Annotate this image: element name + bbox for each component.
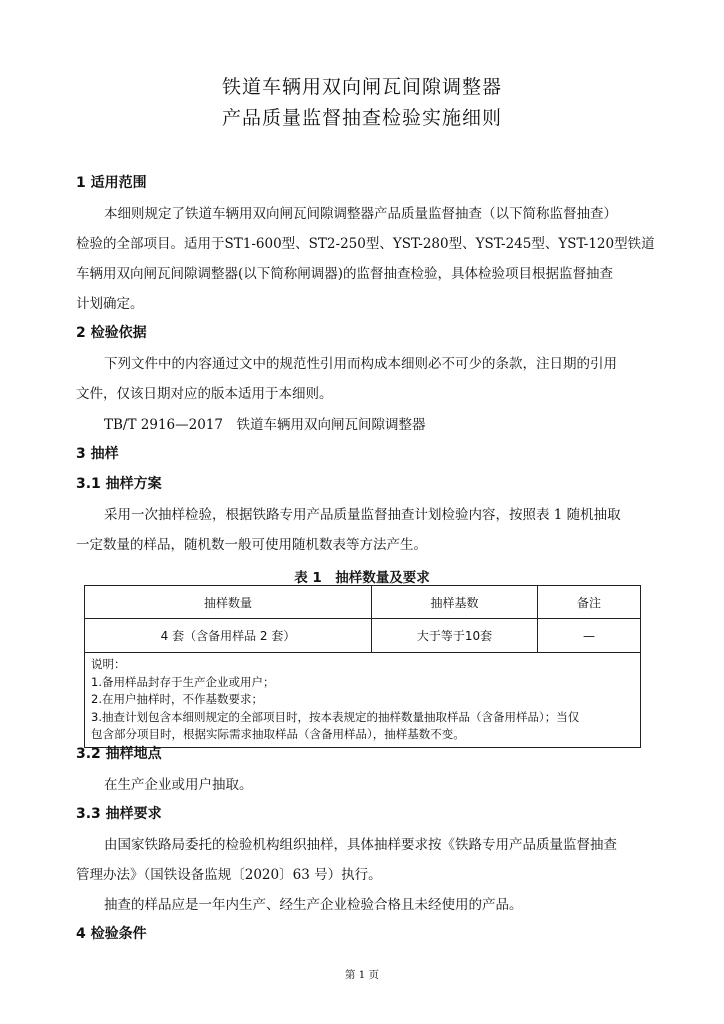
table-note-line: 1.备用样品封存于生产企业或用户； [91, 674, 275, 689]
section-2-text-line: 文件，仅该日期对应的版本适用于本细则。 [76, 386, 333, 402]
section-2-heading: 2 检验依据 [76, 325, 147, 341]
section-3-2-text: 在生产企业或用户抽取。 [104, 777, 253, 793]
page-number: 第 1 页 [344, 969, 380, 981]
section-3-3-heading: 3.3 抽样要求 [76, 806, 162, 822]
section-3-1-text-line: 一定数量的样品，随机数一般可使用随机数表等方法产生。 [76, 537, 427, 553]
table-caption: 表 1 抽样数量及要求 [294, 570, 430, 586]
section-4-heading: 4 检验条件 [76, 926, 147, 942]
section-1-text-line: 检验的全部项目。适用于ST1-600型、ST2-250型、YST-280型、YST-245型、YST-120型铁道 [76, 236, 655, 252]
table-header-cell: 抽样数量 [85, 586, 372, 619]
table-header-row [85, 586, 641, 619]
section-1-text-line: 车辆用双向闸瓦间隙调整器(以下简称闸调器)的监督抽查检验，具体检验项目根据监督抽查 [76, 266, 614, 282]
table-header-cell: 备注 [538, 586, 641, 619]
table-note-line: 包含部分项目时，根据实际需求抽取样品（含备用样品），抽样基数不变。 [91, 727, 465, 741]
section-3-1-text-line: 采用一次抽样检验，根据铁路专用产品质量监督抽查计划检验内容，按照表 1 随机抽取 [104, 507, 621, 523]
section-3-3-text-line: 管理办法》（国铁设备监规〔2020〕63 号）执行。 [76, 867, 382, 883]
table-row [85, 619, 641, 653]
section-3-heading: 3 抽样 [76, 446, 119, 462]
table-note-line: 2.在用户抽样时，不作基数要求； [91, 692, 263, 706]
section-2-text-line: 下列文件中的内容通过文中的规范性引用而构成本细则必不可少的条款，注日期的引用 [104, 356, 617, 372]
section-2-reference: TB/T 2916—2017 铁道车辆用双向闸瓦间隙调整器 [104, 417, 426, 433]
section-3-2-heading: 3.2 抽样地点 [76, 746, 162, 762]
table-notes [85, 653, 641, 748]
table-cell: — [538, 619, 641, 653]
table-header-cell: 抽样基数 [372, 586, 538, 619]
document-title-line2: 产品质量监督抽查检验实施细则 [221, 107, 502, 129]
table-cell: 大于等于10套 [372, 619, 538, 653]
section-3-1-heading: 3.1 抽样方案 [76, 476, 162, 492]
table-note-line: 3.抽查计划包含本细则规定的全部项目时，按本表规定的抽样数量抽取样品（含备用样品）；当仅 [91, 709, 580, 724]
table-cell: 4 套（含备用样品 2 套） [85, 619, 372, 653]
section-1-heading: 1 适用范围 [76, 175, 147, 191]
document-title-line1: 铁道车辆用双向闸瓦间隙调整器 [221, 76, 502, 98]
sampling-table [84, 585, 641, 748]
table-notes-row [85, 653, 641, 748]
section-3-3-text-line: 抽查的样品应是一年内生产、经生产企业检验合格且未经使用的产品。 [104, 897, 523, 913]
table-note-line: 说明： [91, 657, 126, 671]
section-1-text-line: 计划确定。 [76, 296, 144, 312]
section-1-text-line: 本细则规定了铁道车辆用双向闸瓦间隙调整器产品质量监督抽查（以下简称监督抽查） [104, 206, 617, 222]
section-3-3-text-line: 由国家铁路局委托的检验机构组织抽样，具体抽样要求按《铁路专用产品质量监督抽查 [104, 837, 617, 853]
